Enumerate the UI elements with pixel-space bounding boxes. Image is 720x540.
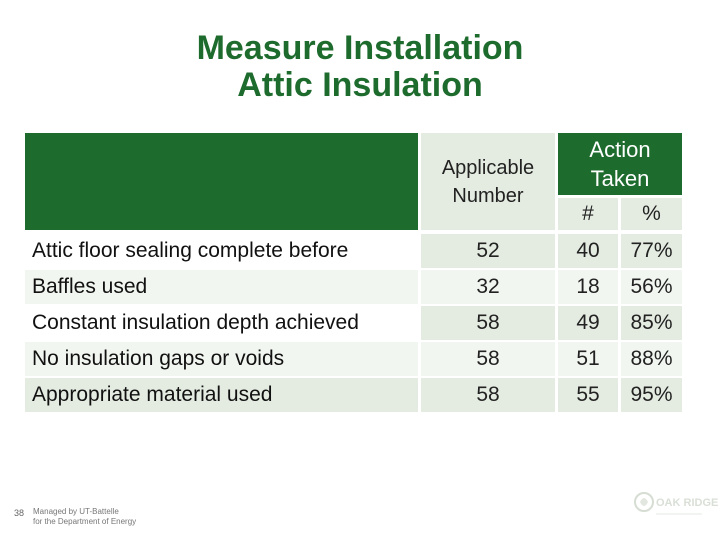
footer-line-2: for the Department of Energy	[33, 517, 137, 526]
footer-line-1: Managed by UT-Battelle	[33, 507, 119, 516]
table-cell-applicable: 58	[421, 378, 555, 412]
table-cell-count: 18	[558, 270, 618, 304]
table-row-label: Appropriate material used	[25, 378, 418, 412]
header-applicable-number	[421, 133, 555, 230]
oak-ridge-logo-icon	[632, 488, 719, 528]
table-cell-percent: 77%	[621, 234, 682, 268]
header-action-line-2: Taken	[590, 166, 650, 191]
table-cell-applicable: 32	[421, 270, 555, 304]
table-cell-applicable: 58	[421, 342, 555, 376]
table-row-label: Constant insulation depth achieved	[32, 311, 359, 334]
table-cell-count: 49	[558, 306, 618, 340]
table-cell-count: 40	[558, 234, 618, 268]
table-header-label-cell	[25, 133, 418, 230]
table-row-label: Baffles used	[25, 270, 418, 304]
title-line-2: Attic Insulation	[237, 66, 483, 104]
table-cell-percent: 88%	[621, 342, 682, 376]
table-row-label: Attic floor sealing complete before	[32, 239, 349, 262]
table-cell-percent: 56%	[621, 270, 682, 304]
table-cell-percent: 95%	[621, 378, 682, 412]
title-line-1: Measure Installation	[196, 29, 524, 67]
table-cell-count: 51	[558, 342, 618, 376]
header-count: #	[558, 198, 618, 230]
footer-managed-by	[33, 507, 136, 527]
page-title	[0, 30, 720, 104]
table-cell-count: 55	[558, 378, 618, 412]
table-cell-applicable: 52	[421, 234, 555, 268]
logo-text: OAK RIDGE	[656, 497, 719, 509]
header-applicable-line-1: Applicable	[441, 156, 535, 179]
table-cell-applicable: 58	[421, 306, 555, 340]
header-action-taken	[558, 133, 682, 195]
slide-number: 38	[14, 508, 25, 518]
table-row-label: No insulation gaps or voids	[25, 342, 418, 376]
table-cell-percent: 85%	[621, 306, 682, 340]
header-applicable-line-2: Number	[452, 184, 524, 207]
header-percent: %	[621, 198, 682, 230]
header-action-line-1: Action	[589, 137, 651, 162]
